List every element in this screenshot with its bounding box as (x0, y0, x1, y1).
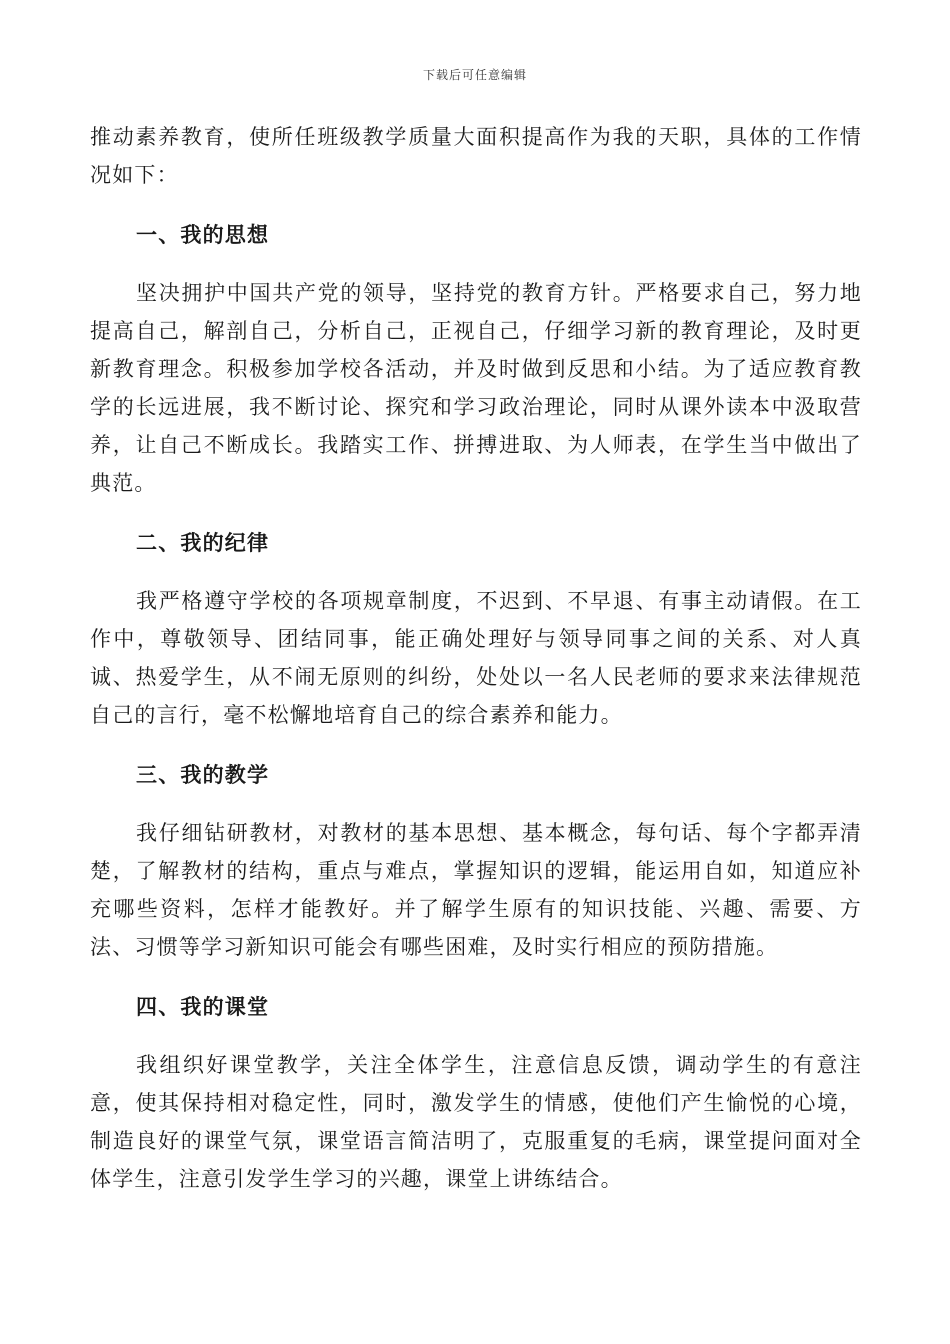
section-heading-classroom: 四、我的课堂 (136, 994, 270, 1019)
intro-paragraph: 推动素养教育，使所任班级教学质量大面积提高作为我的天职，具体的工作情况如下： (90, 125, 862, 187)
section-heading-teaching: 三、我的教学 (136, 762, 270, 787)
section-heading-thought: 一、我的思想 (136, 222, 270, 247)
section-heading-discipline: 二、我的纪律 (136, 530, 270, 555)
document-body (90, 118, 862, 1198)
section-body-teaching: 我仔细钻研教材，对教材的基本思想、基本概念，每句话、每个字都弄清楚，了解教材的结构，重点与难点，掌握知识的逻辑，能运用自如，知道应补充哪些资料，怎样才能教好。并了解学生原有的知识技能、兴趣、需要、方法、习惯等学习新知识可能会有哪些困难，及时实行相应的预防措施。 (90, 821, 862, 959)
page-header: 下载后可任意编辑 (422, 68, 527, 82)
section-body-thought: 坚决拥护中国共产党的领导，坚持党的教育方针。严格要求自己，努力地提高自己，解剖自己，分析自己，正视自己，仔细学习新的教育理论，及时更新教育理念。积极参加学校各活动，并及时做到反思和小结。为了适应教育教学的长远进展，我不断讨论、探究和学习政治理论，同时从课外读本中汲取营养，让自己不断成长。我踏实工作、拼搏进取、为人师表，在学生当中做出了典范。 (90, 281, 862, 495)
section-body-discipline: 我严格遵守学校的各项规章制度，不迟到、不早退、有事主动请假。在工作中，尊敬领导、团结同事，能正确处理好与领导同事之间的关系、对人真诚、热爱学生，从不闹无原则的纠纷，处处以一名人民老师的要求来法律规范自己的言行，毫不松懈地培育自己的综合素养和能力。 (90, 589, 862, 727)
section-body-classroom: 我组织好课堂教学，关注全体学生，注意信息反馈，调动学生的有意注意，使其保持相对稳定性，同时，激发学生的情感，使他们产生愉悦的心境，制造良好的课堂气氛，课堂语言简洁明了，克服重复的毛病，课堂提问面对全体学生，注意引发学生学习的兴趣，课堂上讲练结合。 (90, 1053, 862, 1191)
